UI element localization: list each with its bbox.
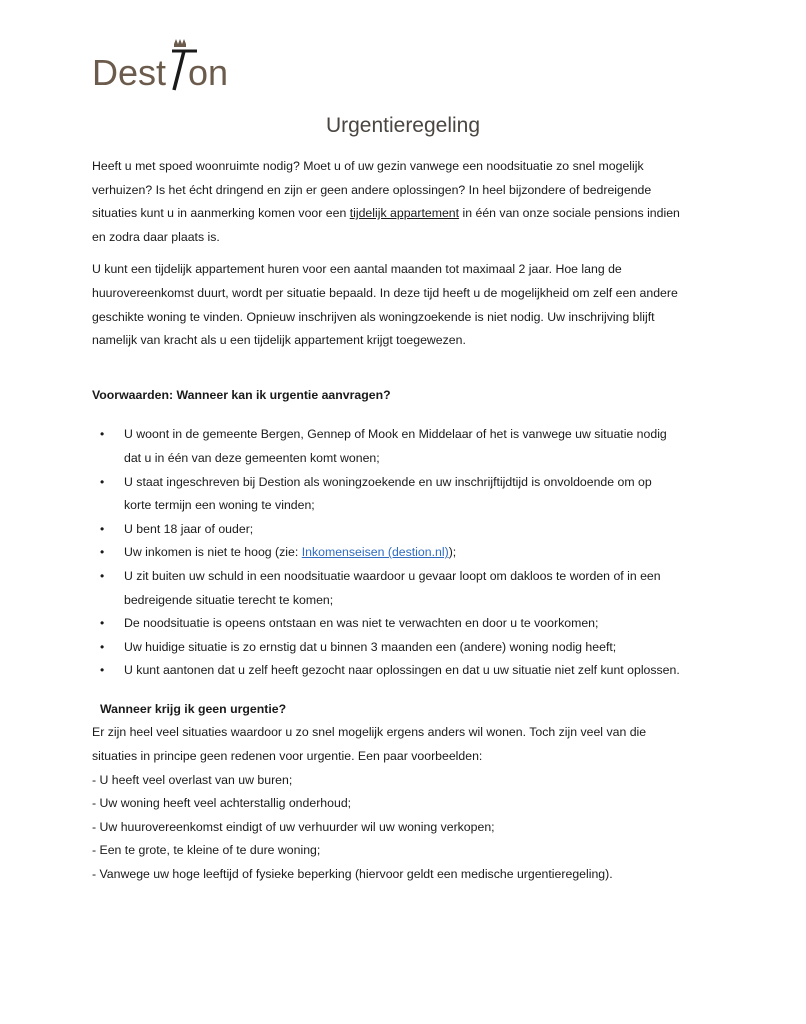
- svg-text:Dest: Dest: [92, 52, 167, 93]
- list-item: • U woont in de gemeente Bergen, Gennep of Mook en Middelaar of het is vanwege uw situatie nodig dat u in één van deze gemeenten komt wonen;: [92, 423, 682, 470]
- page-title: Urgentieregeling: [325, 114, 481, 137]
- svg-text:on: on: [188, 52, 229, 93]
- list-item: • Uw huidige situatie is zo ernstig dat u binnen 3 maanden een (andere) woning nodig heeft;: [92, 636, 682, 660]
- example-line: - Uw huurovereenkomst eindigt of uw verhuurder wil uw woning verkopen;: [92, 819, 495, 834]
- example-line: - Een te grote, te kleine of te dure woning;: [92, 843, 321, 858]
- tijdelijk-appartement-link[interactable]: tijdelijk appartement: [349, 206, 460, 221]
- example-line: - Vanwege uw hoge leeftijd of fysieke beperking (hiervoor geldt een medische urgentieregeling).: [92, 867, 613, 882]
- intro-paragraph-1: [92, 155, 682, 249]
- no-urgency-heading: Wanneer krijg ik geen urgentie?: [100, 701, 287, 716]
- conditions-heading: Voorwaarden: Wanneer kan ik urgentie aanvragen?: [92, 387, 391, 402]
- list-item: • U kunt aantonen dat u zelf heeft gezocht naar oplossingen en dat u uw situatie niet zelf kunt oplossen.: [92, 659, 682, 683]
- no-urgency-intro: Er zijn heel veel situaties waardoor u zo snel mogelijk ergens anders wil wonen. Toch zijn veel van die situaties in principe geen redenen voor urgentie. Een paar voorbeelden:: [92, 725, 647, 764]
- list-item-income: [92, 541, 682, 565]
- income-text: Uw inkomen is niet te hoog (zie:: [124, 545, 302, 560]
- intro-text-a: Heeft u met spoed woonruimte nodig? Moet u of uw gezin vanwege een noodsituatie zo snel mogelijk verhuizen? Is het écht dringend en zijn er geen andere oplossingen? In heel bijzondere of bedreigende situaties kunt u in aanmerking komen voor een: [92, 159, 652, 221]
- intro-paragraph-2: U kunt een tijdelijk appartement huren voor een aantal maanden tot maximaal 2 jaar. Hoe lang de huurovereenkomst duurt, wordt per situatie bepaald. In deze tijd heeft u de mogelijkheid om zelf een andere geschikte woning te vinden. Opnieuw inschrijven als woningzoekende is niet nodig. Uw inschrijving blijft namelijk van kracht als u een tijdelijk appartement krijgt toegewezen.: [92, 262, 678, 348]
- list-item: • U zit buiten uw schuld in een noodsituatie waardoor u gevaar loopt om dakloos te worden of in een bedreigende situatie terecht te komen;: [92, 565, 682, 612]
- list-item: • De noodsituatie is opeens ontstaan en was niet te verwachten en door u te voorkomen;: [92, 612, 682, 636]
- crown-icon: [174, 39, 186, 47]
- destion-logo: [92, 38, 229, 94]
- conditions-list: [92, 423, 682, 683]
- inkomenseisen-link[interactable]: Inkomenseisen (destion.nl): [301, 545, 449, 560]
- intro-text-b: in één van onze sociale pensions indien en zodra daar plaats is.: [92, 206, 680, 244]
- income-suffix: );: [448, 545, 457, 560]
- example-line: - U heeft veel overlast van uw buren;: [92, 772, 293, 787]
- list-item: • U staat ingeschreven bij Destion als woningzoekende en uw inschrijftijdtijd is onvoldoende om op korte termijn een woning te vinden;: [92, 471, 682, 518]
- document-body: [92, 155, 682, 887]
- list-item: • U bent 18 jaar of ouder;: [92, 518, 682, 542]
- example-line: - Uw woning heeft veel achterstallig onderhoud;: [92, 796, 352, 811]
